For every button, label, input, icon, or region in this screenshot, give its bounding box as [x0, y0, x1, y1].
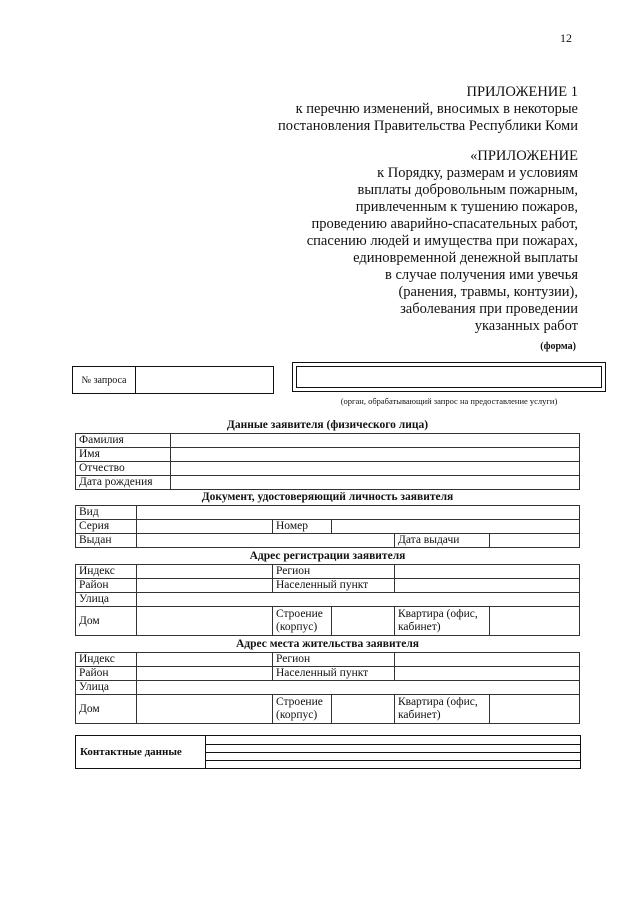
processing-organization-field[interactable] [296, 366, 602, 388]
reg-apartment-label-line2: кабинет) [398, 621, 441, 633]
reg-building-label-line2: (корпус) [276, 621, 318, 633]
res-district-field[interactable] [137, 667, 273, 681]
registration-address-table [75, 564, 580, 636]
doc-issue-date-field[interactable] [490, 534, 580, 548]
res-street-label: Улица [76, 681, 137, 695]
reg-region-field[interactable] [395, 565, 580, 579]
doc-series-field[interactable] [137, 520, 273, 534]
reg-apartment-label-line1: Квартира (офис, [398, 608, 478, 620]
contacts-field-line[interactable] [206, 760, 580, 761]
res-locality-label: Населенный пункт [273, 667, 395, 681]
sub-appendix-line: единовременной денежной выплаты [353, 250, 578, 266]
res-district-label: Район [76, 667, 137, 681]
sub-appendix-line: привлеченным к тушению пожаров, [355, 199, 578, 215]
res-index-label: Индекс [76, 653, 137, 667]
contacts-field-line[interactable] [206, 752, 580, 753]
reg-street-field[interactable] [137, 593, 580, 607]
reg-building-label [273, 607, 332, 636]
registration-address-section-title: Адрес регистрации заявителя [249, 550, 406, 562]
sub-appendix-line: выплаты добровольным пожарным, [357, 182, 578, 198]
res-locality-field[interactable] [395, 667, 580, 681]
sub-appendix-header [307, 148, 578, 335]
request-number-label: № запроса [73, 367, 136, 393]
res-building-label-line2: (корпус) [276, 709, 318, 721]
res-building-label-line1: Строение [276, 696, 323, 708]
surname-label: Фамилия [76, 434, 171, 448]
request-number-box [72, 366, 274, 394]
sub-appendix-line: заболевания при проведении [400, 301, 578, 317]
applicant-table [75, 433, 580, 490]
doc-type-field[interactable] [137, 506, 580, 520]
contacts-label: Контактные данные [76, 736, 206, 768]
doc-issued-label: Выдан [76, 534, 137, 548]
sub-appendix-line: указанных работ [474, 318, 578, 334]
res-region-label: Регион [273, 653, 395, 667]
sub-appendix-line: (ранения, травмы, контузии), [398, 284, 578, 300]
processing-organization-caption: (орган, обрабатывающий запрос на предоставление услуги) [340, 396, 558, 406]
identity-doc-table [75, 505, 580, 548]
res-building-field[interactable] [332, 695, 395, 724]
doc-number-field[interactable] [332, 520, 580, 534]
request-number-field[interactable] [136, 367, 273, 393]
reg-apartment-field[interactable] [490, 607, 580, 636]
res-apartment-label-line1: Квартира (офис, [398, 696, 478, 708]
sub-appendix-line: к Порядку, размерам и условиям [377, 165, 578, 181]
res-street-field[interactable] [137, 681, 580, 695]
page-number: 12 [560, 31, 572, 45]
surname-field[interactable] [171, 434, 580, 448]
reg-house-field[interactable] [137, 607, 273, 636]
reg-index-field[interactable] [137, 565, 273, 579]
appendix-line: постановления Правительства Республики Коми [277, 118, 578, 134]
identity-doc-section-title: Документ, удостоверяющий личность заявителя [201, 491, 454, 503]
reg-district-label: Район [76, 579, 137, 593]
res-apartment-field[interactable] [490, 695, 580, 724]
doc-series-label: Серия [76, 520, 137, 534]
appendix-line: к перечню изменений, вносимых в некоторые [295, 101, 578, 117]
doc-number-label: Номер [273, 520, 332, 534]
residence-address-table [75, 652, 580, 724]
doc-issued-field[interactable] [137, 534, 395, 548]
appendix-header [278, 84, 578, 135]
doc-issue-date-label: Дата выдачи [395, 534, 490, 548]
first-name-label: Имя [76, 448, 171, 462]
sub-appendix-line: «ПРИЛОЖЕНИЕ [470, 148, 578, 164]
reg-index-label: Индекс [76, 565, 137, 579]
reg-house-label: Дом [76, 607, 137, 636]
reg-apartment-label [395, 607, 490, 636]
reg-building-field[interactable] [332, 607, 395, 636]
appendix-title: ПРИЛОЖЕНИЕ 1 [466, 84, 578, 100]
res-building-label [273, 695, 332, 724]
sub-appendix-line: в случае получения ими увечья [384, 267, 578, 283]
res-apartment-label-line2: кабинет) [398, 709, 441, 721]
reg-region-label: Регион [273, 565, 395, 579]
reg-building-label-line1: Строение [276, 608, 323, 620]
contacts-field-line[interactable] [206, 744, 580, 745]
patronymic-label: Отчество [76, 462, 171, 476]
reg-locality-field[interactable] [395, 579, 580, 593]
res-house-label: Дом [76, 695, 137, 724]
res-region-field[interactable] [395, 653, 580, 667]
res-index-field[interactable] [137, 653, 273, 667]
contacts-box [75, 735, 581, 769]
reg-district-field[interactable] [137, 579, 273, 593]
applicant-section-title: Данные заявителя (физического лица) [226, 419, 429, 431]
doc-type-label: Вид [76, 506, 137, 520]
sub-appendix-line: спасению людей и имущества при пожарах, [306, 233, 578, 249]
first-name-field[interactable] [171, 448, 580, 462]
res-house-field[interactable] [137, 695, 273, 724]
form-label: (форма) [540, 341, 576, 352]
patronymic-field[interactable] [171, 462, 580, 476]
residence-address-section-title: Адрес места жительства заявителя [235, 638, 420, 650]
reg-street-label: Улица [76, 593, 137, 607]
processing-organization-box [292, 362, 606, 392]
reg-locality-label: Населенный пункт [273, 579, 395, 593]
birth-date-label: Дата рождения [76, 476, 171, 490]
res-apartment-label [395, 695, 490, 724]
sub-appendix-line: проведению аварийно-спасательных работ, [311, 216, 578, 232]
birth-date-field[interactable] [171, 476, 580, 490]
